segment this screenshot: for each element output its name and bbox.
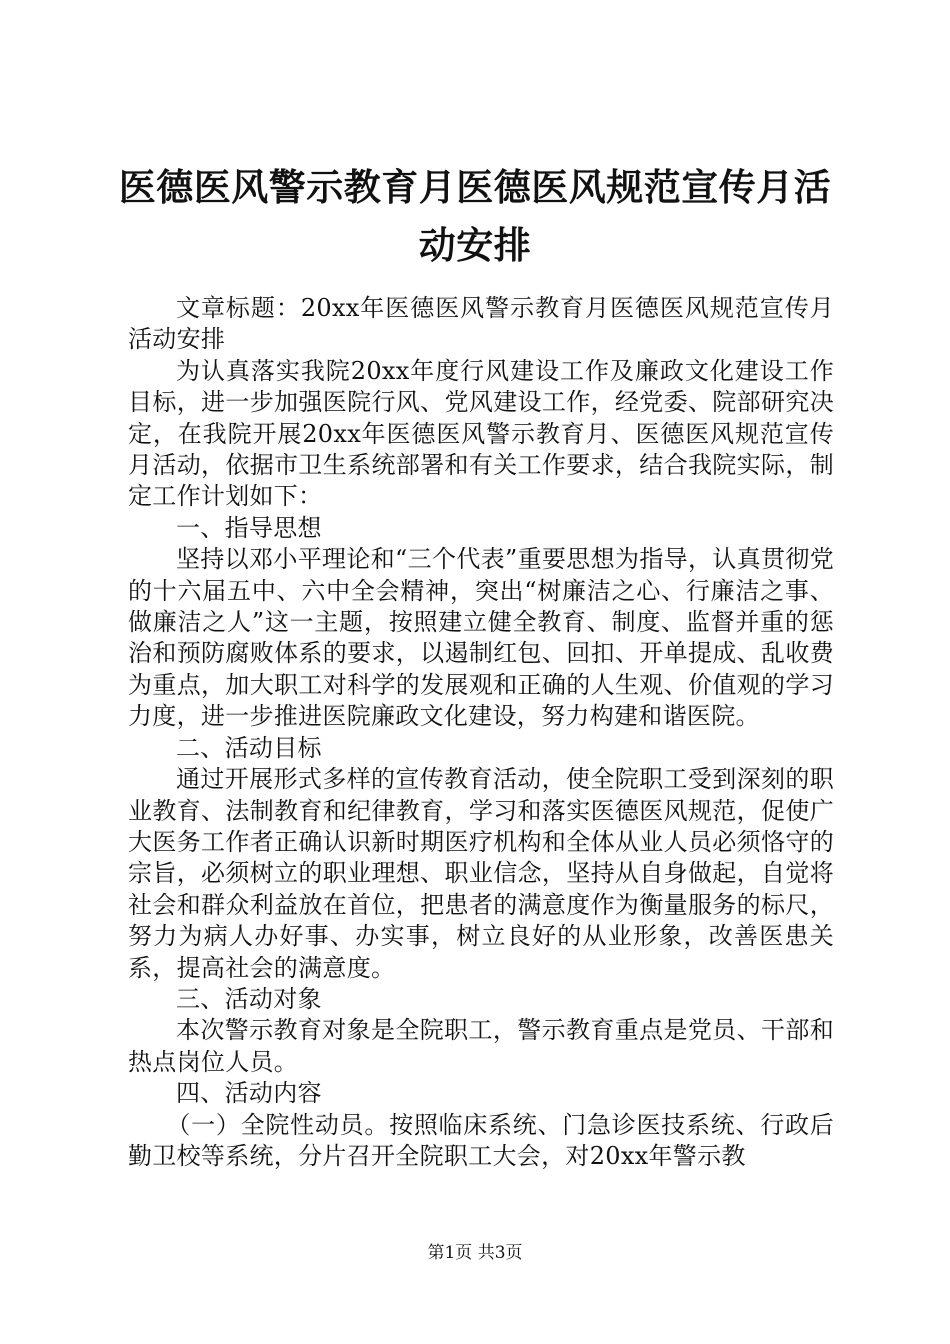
document-body: [128, 293, 834, 1172]
intro-paragraph: 为认真落实我院20xx年度行风建设工作及廉政文化建设工作目标，进一步加强医院行风、党风建设工作，经党委、院部研究决定，在我院开展20xx年医德医风警示教育月、医德医风规范宣传月活动，依据市卫生系统部署和有关工作要求，结合我院实际，制定工作计划如下：: [128, 356, 834, 511]
activity-content-paragraph: （一）全院性动员。按照临床系统、门急诊医技系统、行政后勤卫校等系统，分片召开全院职工大会，对20xx年警示教: [128, 1110, 834, 1170]
section-heading-activity-target: 三、活动对象: [176, 984, 322, 1013]
section-heading-activity-goal: 二、活动目标: [176, 733, 322, 762]
guiding-thought-paragraph: 坚持以邓小平理论和“三个代表”重要思想为指导，认真贯彻党的十六届五中、六中全会精神，突出“树廉洁之心、行廉洁之事、做廉洁之人”这一主题，按照建立健全教育、制度、监督并重的惩治和预防腐败体系的要求，以遏制红包、回扣、开单提成、乱收费为重点，加大职工对科学的发展观和正确的人生观、价值观的学习力度，进一步推进医院廉政文化建设，努力构建和谐医院。: [128, 545, 834, 731]
activity-target-paragraph: 本次警示教育对象是全院职工，警示教育重点是党员、干部和热点岗位人员。: [128, 1016, 834, 1076]
section-heading-activity-content: 四、活动内容: [176, 1079, 322, 1108]
document-title: 医德医风警示教育月医德医风规范宣传月活动安排: [118, 165, 832, 267]
section-heading-guiding-thought: 一、指导思想: [176, 513, 322, 542]
page-number: 第1页 共3页: [427, 1243, 523, 1263]
activity-goal-paragraph: 通过开展形式多样的宣传教育活动，使全院职工受到深刻的职业教育、法制教育和纪律教育，学习和落实医德医风规范，促使广大医务工作者正确认识新时期医疗机构和全体从业人员必须恪守的宗旨，必须树立的职业理想、职业信念，坚持从自身做起，自觉将社会和群众利益放在首位，把患者的满意度作为衡量服务的标尺，努力为病人办好事、办实事，树立良好的从业形象，改善医患关系，提高社会的满意度。: [128, 765, 834, 982]
article-title-line: 文章标题：20xx年医德医风警示教育月医德医风规范宣传月活动安排: [128, 294, 834, 354]
